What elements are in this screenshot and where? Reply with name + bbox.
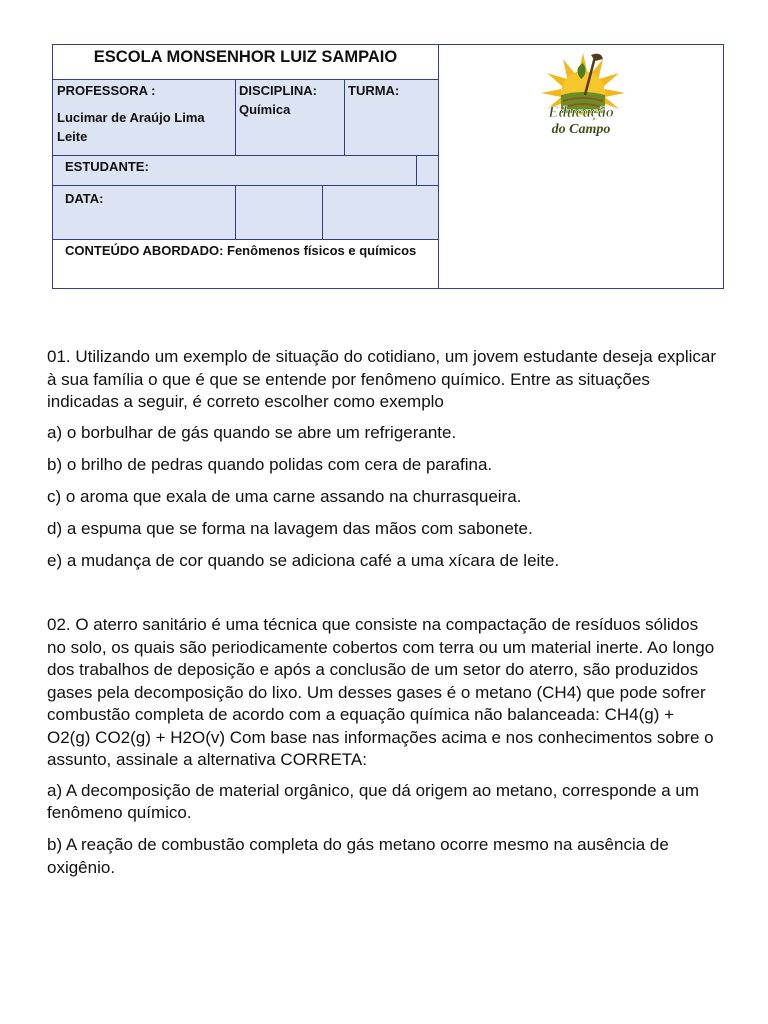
educacao-do-campo-logo	[523, 49, 643, 137]
option-b: b) A reação de combustão completa do gás metano ocorre mesmo na ausência de oxigênio.	[47, 835, 669, 877]
date-cell-2	[236, 186, 323, 239]
professora-label: PROFESSORA :	[57, 83, 156, 98]
option-b: b) o brilho de pedras quando polidas com cera de parafina.	[47, 454, 493, 474]
estudante-label: ESTUDANTE:	[65, 159, 149, 174]
student-row	[53, 156, 438, 186]
question-text: 01. Utilizando um exemplo de situação do cotidiano, um jovem estudante deseja explicar à sua família o que é que se entende por fenômeno químico. Entre as situações indicadas a seguir, é correto escolher como exemplo	[47, 347, 717, 411]
header-table	[52, 44, 724, 289]
header-info	[53, 45, 439, 288]
turma-cell	[345, 80, 439, 155]
content-row	[53, 240, 438, 288]
date-cell-3	[323, 186, 439, 239]
option-a: a) A decomposição de material orgânico, que dá origem ao metano, corresponde a um fenômeno químico.	[47, 780, 700, 822]
turma-label: TURMA:	[348, 83, 400, 98]
question-text: 02. O aterro sanitário é uma técnica que consiste na compactação de resíduos sólidos no solo, os quais são periodicamente cobertos com terra ou um material inerte. Ao longo dos trabalhos de deposição e após a conclusão de um setor do aterro, são produzidos gases pela decomposição do lixo. Um desses gases é o metano (CH4) que pode sofrer combustão completa de acordo com a equação química não balanceada: CH4(g) + O2(g) CO2(g) + H2O(v) Com base nas informações acima e nos conhecimentos sobre o assunto, assinale a alternativa CORRETA:	[47, 615, 715, 769]
disciplina-label: DISCIPLINA:	[239, 83, 317, 98]
option-d: d) a espuma que se forma na lavagem das mãos com sabonete.	[47, 518, 533, 538]
question-2	[47, 614, 719, 879]
logo-text-1: Educação	[548, 104, 614, 121]
estudante-cell	[53, 156, 417, 185]
disciplina-value: Química	[239, 102, 291, 117]
school-name: ESCOLA MONSENHOR LUIZ SAMPAIO	[53, 45, 438, 80]
option-e: e) a mudança de cor quando se adiciona café a uma xícara de leite.	[47, 550, 560, 570]
conteudo-text: CONTEÚDO ABORDADO: Fenômenos físicos e químicos	[65, 243, 417, 258]
professora-name: Lucimar de Araújo Lima Leite	[57, 110, 205, 144]
option-c: c) o aroma que exala de uma carne assando na churrasqueira.	[47, 486, 522, 506]
date-row	[53, 186, 438, 240]
estudante-extra-cell	[417, 156, 439, 185]
option-a: a) o borbulhar de gás quando se abre um refrigerante.	[47, 422, 457, 442]
disciplina-cell	[236, 80, 345, 155]
teacher-row	[53, 80, 438, 156]
question-1	[47, 346, 719, 572]
data-label: DATA:	[65, 191, 104, 206]
professora-cell	[53, 80, 236, 155]
logo-text-2: do Campo	[551, 122, 611, 137]
questions-content	[47, 346, 719, 889]
data-cell	[53, 186, 236, 239]
